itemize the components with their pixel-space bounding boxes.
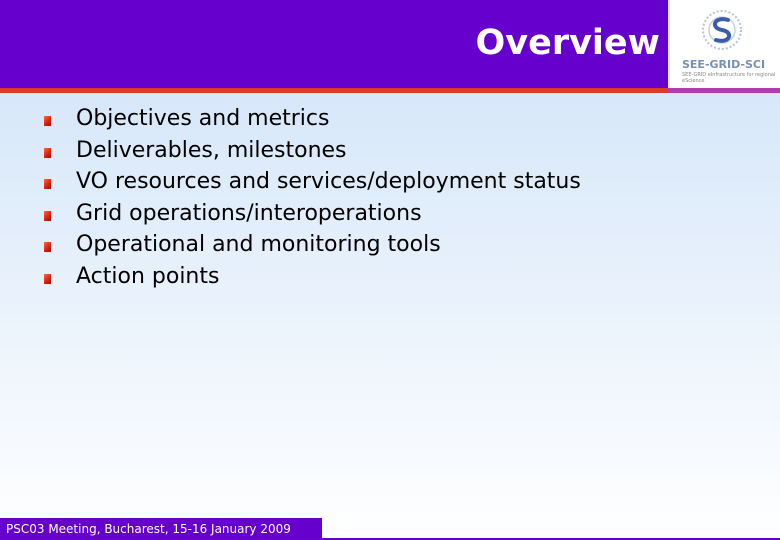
bullet-text: Operational and monitoring tools bbox=[76, 232, 441, 258]
bullet-text: Deliverables, milestones bbox=[76, 137, 347, 163]
title-bar bbox=[0, 0, 668, 88]
logo-name: SEE-GRID-SCI bbox=[682, 58, 766, 71]
bullet-icon bbox=[44, 211, 51, 221]
bullet-text: VO resources and services/deployment status bbox=[76, 169, 581, 195]
title-underline-right bbox=[668, 88, 780, 93]
footer-text: PSC03 Meeting, Bucharest, 15-16 January 2009 bbox=[6, 522, 291, 536]
bullet-text: Action points bbox=[76, 263, 220, 289]
bullet-icon bbox=[44, 274, 51, 284]
logo-tagline: SEE-GRID eInfrastructure for regional eScience bbox=[682, 72, 776, 84]
footer bbox=[0, 518, 322, 540]
bullet-text: Grid operations/interoperations bbox=[76, 200, 422, 226]
slide-title: Overview bbox=[475, 23, 660, 63]
bullet-icon bbox=[44, 116, 51, 126]
logo bbox=[670, 0, 780, 88]
title-underline bbox=[0, 88, 668, 93]
bullet-icon bbox=[44, 179, 51, 189]
bullet-icon bbox=[44, 148, 51, 158]
bullet-text: Objectives and metrics bbox=[76, 106, 330, 131]
bullet-icon bbox=[44, 242, 51, 252]
